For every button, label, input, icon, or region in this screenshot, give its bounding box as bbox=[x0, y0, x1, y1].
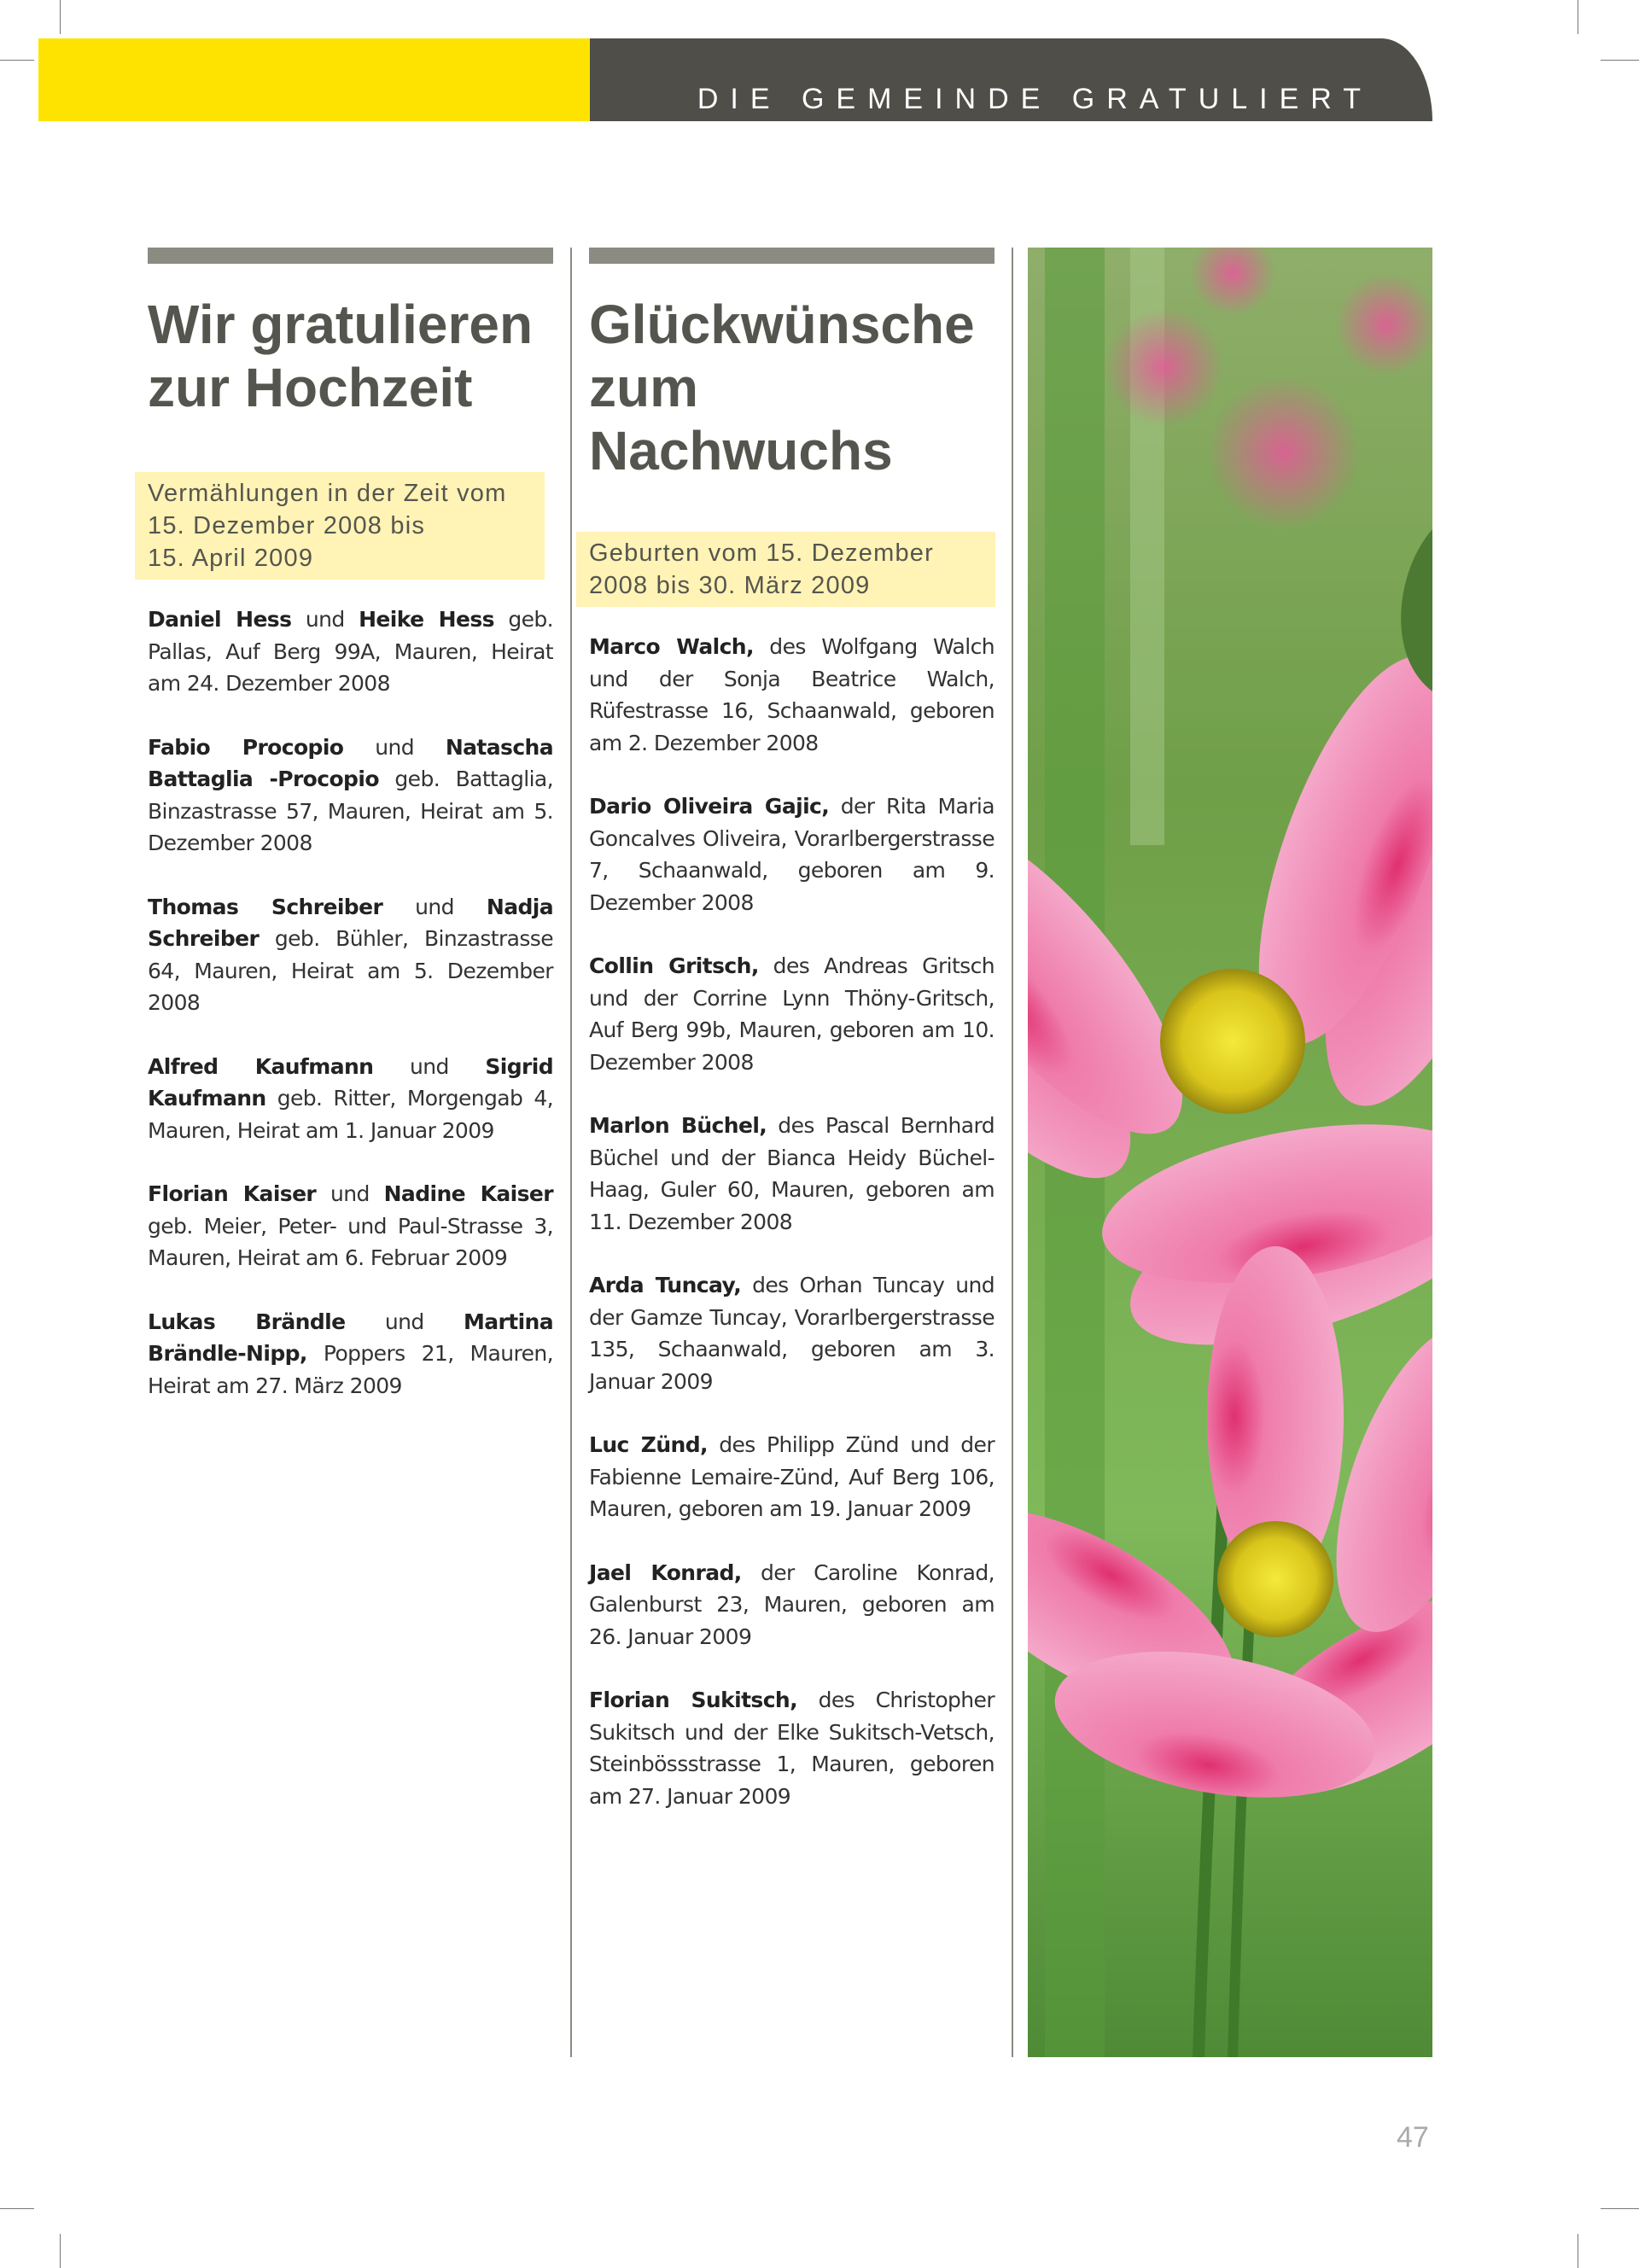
crop-mark bbox=[0, 2208, 34, 2209]
heading-line: zur bbox=[148, 357, 230, 418]
list-item bbox=[148, 1051, 553, 1147]
crop-mark bbox=[60, 2234, 61, 2268]
child-name: Jael Konrad, bbox=[589, 1560, 742, 1585]
entry-text: des Philipp Zünd und der Fabienne Lemaire-Zünd, Auf Berg 106, Mauren, geboren am 19. Januar 2009 bbox=[589, 1432, 995, 1521]
column-rule bbox=[589, 248, 994, 264]
connector: und bbox=[291, 607, 359, 632]
person-name: Daniel Hess bbox=[148, 607, 292, 632]
column-rule bbox=[148, 248, 553, 264]
wedding-column bbox=[148, 248, 553, 1433]
list-item bbox=[589, 950, 994, 1078]
heading-line: Glückwünsche bbox=[589, 294, 975, 355]
person-name: Lukas Brändle bbox=[148, 1309, 346, 1334]
list-item bbox=[589, 631, 994, 759]
person-name: Florian Kaiser bbox=[148, 1181, 317, 1206]
person-name: Martina Brändle-Nipp, bbox=[148, 1309, 554, 1366]
list-item bbox=[148, 603, 553, 700]
heading-bold-word: Hochzeit bbox=[244, 357, 473, 418]
entry-text: geb. Bühler, Binzastrasse 64, Mauren, Heirat am 5. Dezember 2008 bbox=[148, 926, 553, 1015]
header-bar bbox=[590, 38, 1432, 121]
birth-period bbox=[576, 532, 995, 607]
entry-text: des Wolfgang Walch und der Sonja Beatrice Walch, Rüfestrasse 16, Schaanwald, geboren am 2. Dezember 2008 bbox=[589, 634, 994, 755]
child-name: Dario Oliveira Gajic, bbox=[589, 794, 830, 819]
entry-text: der Rita Maria Goncalves Oliveira, Vorarlbergerstrasse 7, Schaanwald, geboren am 9. Dezember 2008 bbox=[589, 794, 994, 915]
entry-text: geb. Battaglia, Binzastrasse 57, Mauren, Heirat am 5. Dezember 2008 bbox=[148, 767, 553, 855]
period-line: Vermählungen in der Zeit vom bbox=[148, 480, 507, 507]
list-item bbox=[589, 790, 994, 918]
heading-bold-word: Nachwuchs bbox=[589, 420, 893, 481]
entry-text: des Pascal Bernhard Büchel und der Bianca Heidy Büchel-Haag, Guler 60, Mauren, geboren am 11. Dezember 2008 bbox=[589, 1113, 994, 1234]
wedding-heading bbox=[148, 293, 553, 419]
period-line: 15. Dezember 2008 bis bbox=[148, 512, 426, 539]
list-item bbox=[589, 1110, 994, 1238]
column-divider bbox=[1012, 248, 1013, 2057]
list-item bbox=[148, 891, 553, 1019]
wedding-period bbox=[135, 472, 545, 580]
period-line: Geburten vom 15. Dezember bbox=[589, 539, 934, 567]
child-name: Marco Walch, bbox=[589, 634, 754, 659]
entry-text: des Orhan Tuncay und der Gamze Tuncay, Vorarlbergerstrasse 135, Schaanwald, geboren am 3. Januar 2009 bbox=[589, 1273, 994, 1394]
section-title: DIE GEMEINDE GRATULIERT bbox=[697, 83, 1373, 115]
birth-column bbox=[589, 248, 994, 1844]
entry-text: Poppers 21, Mauren, Heirat am 27. März 2009 bbox=[148, 1341, 553, 1398]
period-line: 15. April 2009 bbox=[148, 545, 314, 572]
list-item bbox=[589, 1429, 994, 1525]
entry-text: geb. Pallas, Auf Berg 99A, Mauren, Heirat am 24. Dezember 2008 bbox=[148, 607, 554, 696]
crop-mark bbox=[0, 60, 34, 61]
child-name: Florian Sukitsch, bbox=[589, 1688, 798, 1712]
crop-mark bbox=[60, 0, 61, 34]
blurred-blossom bbox=[1105, 307, 1224, 427]
entry-text: des Christopher Sukitsch und der Elke Sukitsch-Vetsch, Steinbössstrasse 1, Mauren, geboren am 27. Januar 2009 bbox=[589, 1688, 994, 1809]
person-name: Nadine Kaiser bbox=[383, 1181, 553, 1206]
connector: und bbox=[345, 1309, 464, 1334]
person-name: Alfred Kaufmann bbox=[148, 1053, 374, 1079]
connector: und bbox=[316, 1181, 384, 1206]
cosmos-flower-illustration bbox=[1028, 248, 1432, 2057]
child-name: Arda Tuncay, bbox=[589, 1273, 742, 1297]
child-name: Marlon Büchel, bbox=[589, 1113, 767, 1138]
entry-text: des Andreas Gritsch und der Corrine Lynn Thöny-Gritsch, Auf Berg 99b, Mauren, geboren am 10. Dezember 2008 bbox=[589, 953, 994, 1075]
list-item bbox=[589, 1269, 994, 1397]
connector: und bbox=[373, 1053, 486, 1079]
birth-heading bbox=[589, 293, 994, 482]
list-item bbox=[148, 1178, 553, 1274]
child-name: Luc Zünd, bbox=[589, 1432, 708, 1457]
connector: und bbox=[382, 894, 487, 919]
person-name: Heike Hess bbox=[359, 607, 494, 632]
person-name: Sigrid Kaufmann bbox=[148, 1053, 553, 1111]
heading-line: zum bbox=[589, 357, 698, 418]
blurred-blossom bbox=[1207, 376, 1361, 529]
header-accent-bar bbox=[38, 38, 590, 121]
page-number: 47 bbox=[1397, 2121, 1429, 2154]
entry-text: geb. Meier, Peter- und Paul-Strasse 3, Mauren, Heirat am 6. Februar 2009 bbox=[148, 1213, 553, 1270]
entry-text: geb. Ritter, Morgengab 4, Mauren, Heirat am 1. Januar 2009 bbox=[148, 1086, 553, 1143]
person-name: Thomas Schreiber bbox=[148, 894, 383, 919]
person-name: Fabio Procopio bbox=[148, 734, 344, 760]
birth-list bbox=[589, 631, 994, 1812]
list-item bbox=[148, 732, 553, 860]
entry-text: der Caroline Konrad, Galenburst 23, Mauren, geboren am 26. Januar 2009 bbox=[589, 1560, 995, 1649]
child-name: Collin Gritsch, bbox=[589, 953, 759, 978]
person-name: Nadja Schreiber bbox=[148, 894, 554, 951]
list-item bbox=[148, 1306, 553, 1402]
person-name: Natascha Battaglia -Procopio bbox=[148, 734, 554, 791]
list-item bbox=[589, 1684, 994, 1812]
crop-mark bbox=[1601, 60, 1639, 61]
heading-line: Wir gratulieren bbox=[148, 294, 534, 355]
crop-mark bbox=[1601, 2208, 1639, 2209]
connector: und bbox=[343, 734, 446, 760]
list-item bbox=[589, 1557, 994, 1653]
flower-photo bbox=[1028, 248, 1432, 2057]
wedding-list bbox=[148, 603, 553, 1402]
column-divider bbox=[570, 248, 572, 2057]
period-line: 2008 bis 30. März 2009 bbox=[589, 572, 871, 599]
